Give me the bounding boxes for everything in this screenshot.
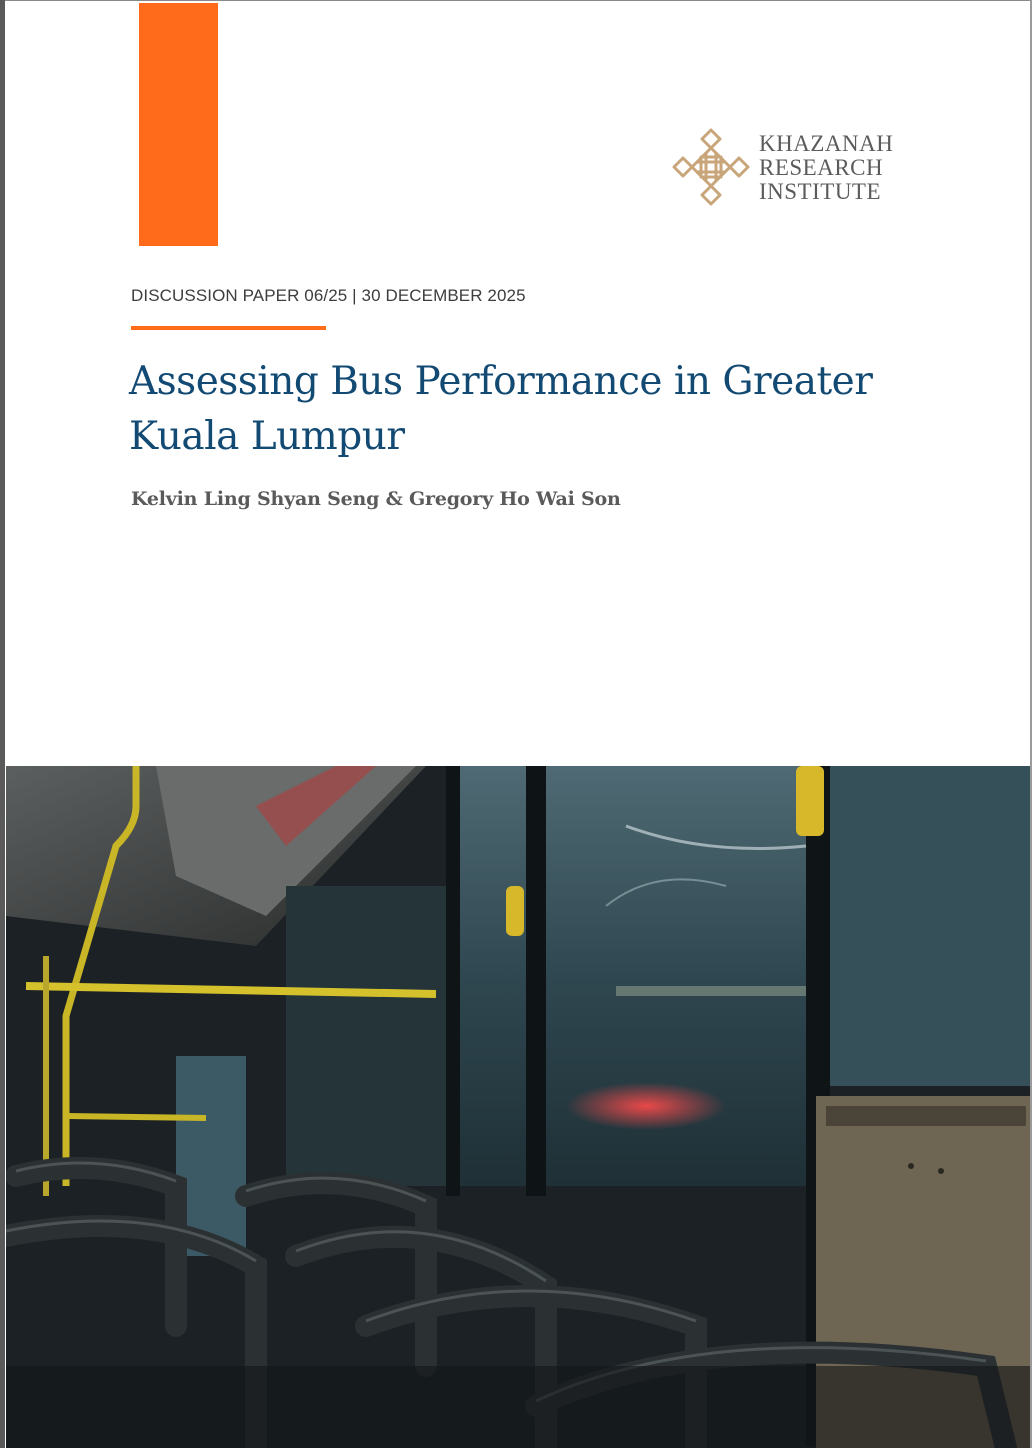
- orange-divider: [131, 326, 326, 330]
- page-top-border: [0, 0, 1032, 1]
- paper-title: Assessing Bus Performance in Greater Kuala Lumpur: [129, 359, 873, 459]
- page-left-border: [0, 0, 5, 1448]
- orange-accent-bar: [139, 3, 218, 246]
- cover-photo-bus-interior: [6, 766, 1030, 1448]
- logo-wordmark: [759, 132, 893, 204]
- logo-line-2: RESEARCH: [759, 155, 884, 180]
- logo-line-1: KHAZANAH: [759, 131, 894, 156]
- paper-number-and-date: DISCUSSION PAPER 06/25 | 30 DECEMBER 2025: [131, 286, 526, 305]
- logo-line-3: INSTITUTE: [759, 179, 882, 204]
- authors-line: Kelvin Ling Shyan Seng & Gregory Ho Wai Son: [131, 488, 621, 510]
- knot-emblem-icon: [670, 126, 752, 208]
- khazanah-logo: [668, 124, 908, 210]
